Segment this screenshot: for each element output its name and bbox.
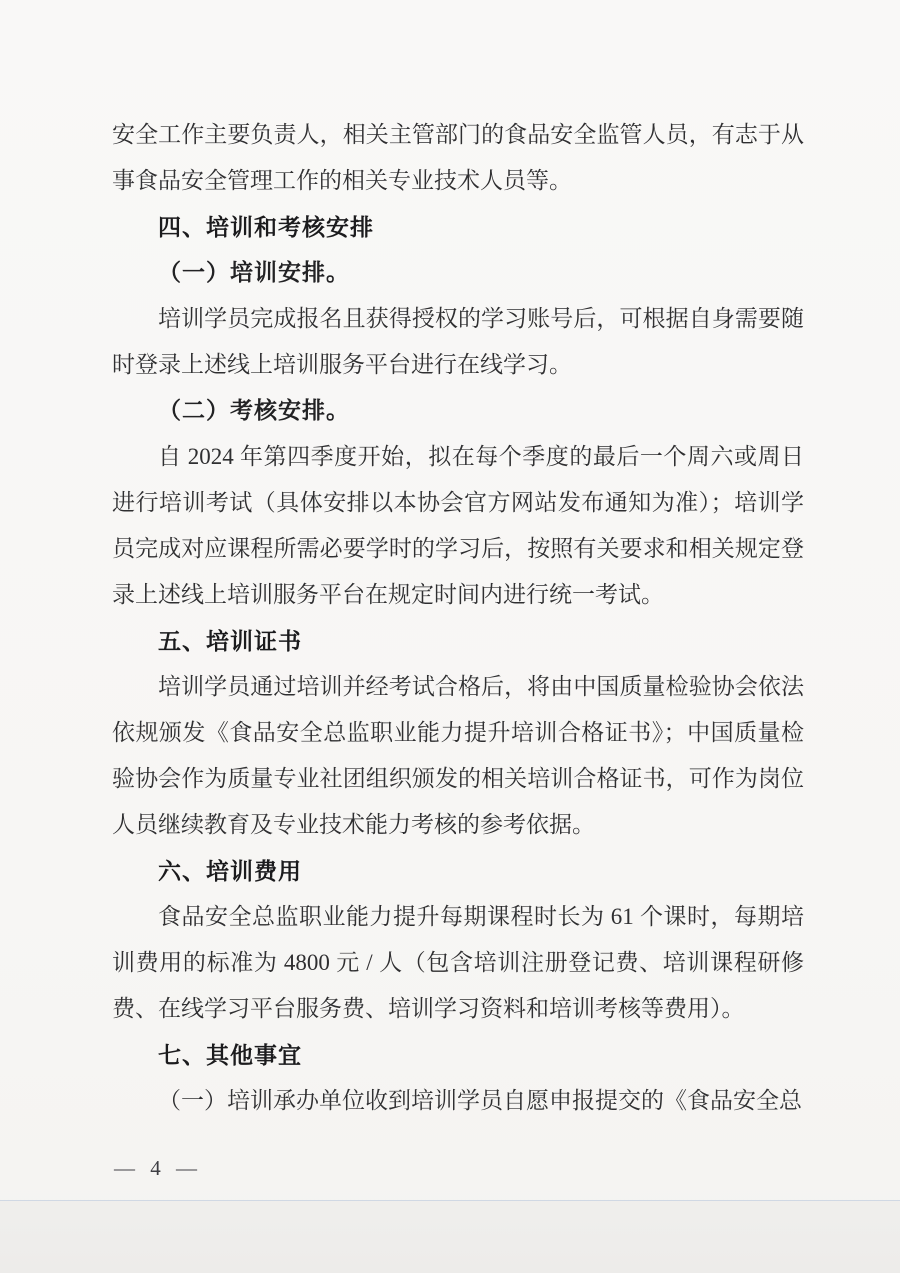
sub-heading-4-2: （二）考核安排。 [158,398,350,423]
paragraph: 自 2024 年第四季度开始，拟在每个季度的最后一个周六或周日进行培训考试（具体安排以本协会官方网站发布通知为准）；培训学员完成对应课程所需必要学时的学习后，按照有关要求和相关规定登录上述线上培训服务平台在规定时间内进行统一考试。 [112,444,804,607]
document-body [112,112,804,1124]
paragraph: 培训学员通过培训并经考试合格后，将由中国质量检验协会依法依规颁发《食品安全总监职业能力提升培训合格证书》；中国质量检验协会作为质量专业社团组织颁发的相关培训合格证书，可作为岗位人员继续教育及专业技术能力考核的参考依据。 [112,674,804,837]
section-heading-4: 四、培训和考核安排 [158,214,374,240]
page-number: — 4 — [114,1156,202,1180]
paragraph: 培训学员完成报名且获得授权的学习账号后，可根据自身需要随时登录上述线上培训服务平台进行在线学习。 [112,306,804,377]
section-heading-7: 七、其他事宜 [158,1042,302,1068]
scan-bottom-band [0,1201,900,1273]
paragraph-cutoff: （一）培训承办单位收到培训学员自愿申报提交的《食品安全总 [158,1088,802,1113]
paragraph-continuation: 安全工作主要负责人，相关主管部门的食品安全监管人员，有志于从事食品安全管理工作的相关专业技术人员等。 [112,122,804,193]
section-heading-6: 六、培训费用 [158,858,302,884]
section-heading-5: 五、培训证书 [158,628,302,654]
sub-heading-4-1: （一）培训安排。 [158,260,350,285]
paragraph: 食品安全总监职业能力提升每期课程时长为 61 个课时，每期培训费用的标准为 4800 元 / 人（包含培训注册登记费、培训课程研修费、在线学习平台服务费、培训学习资料和培训考核等费用）。 [112,904,804,1021]
